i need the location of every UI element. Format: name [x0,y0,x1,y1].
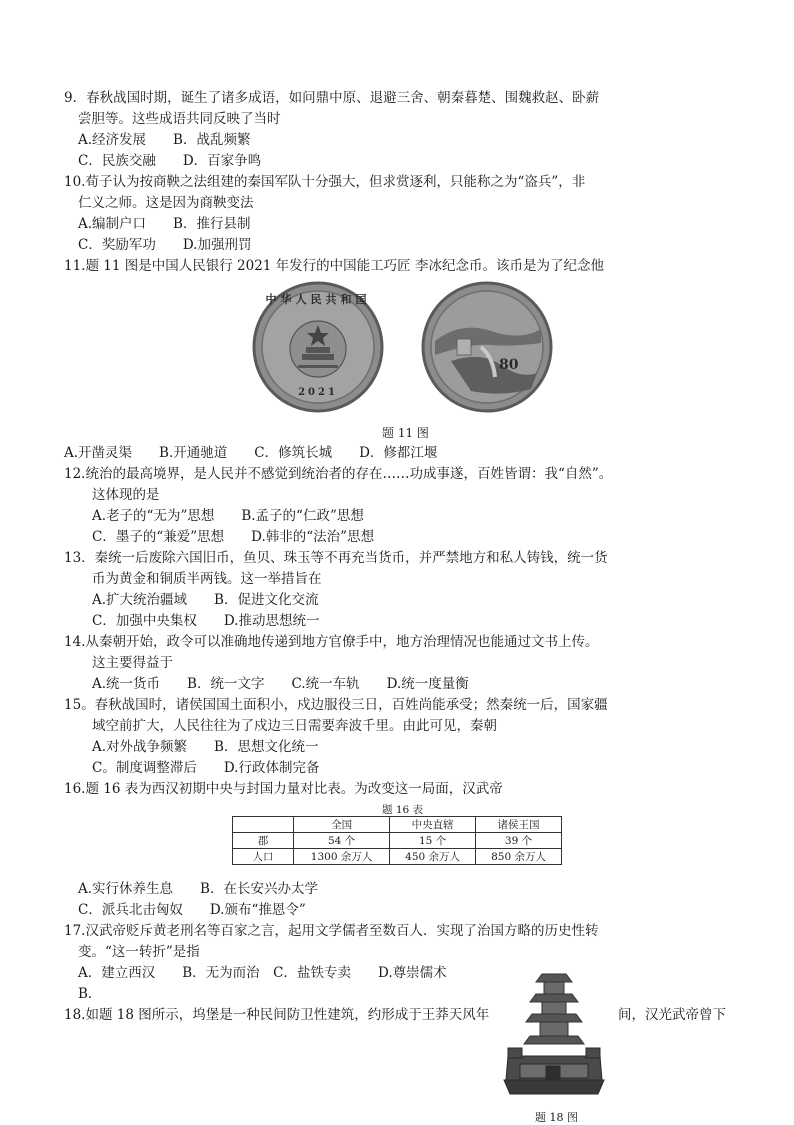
wubao-fort-image [502,968,606,1102]
q14-stem-line2: 这主要得益于 [92,655,173,671]
q12-options-ab: A.老子的“无为”思想 B.孟子的“仁政”思想 [92,508,364,524]
q16-options-cd: C．派兵北击匈奴 D.颁布“推恩令” [78,902,306,918]
q18-stem-right: 间，汉光武帝曾下 [618,1007,726,1023]
table-header-cell: 中央直辖 [390,817,476,833]
q10-stem-line1: 10.荀子认为按商鞅之法组建的秦国军队十分强大，但求赏逐利，只能称之为“盗兵”，非 [64,174,586,190]
table-cell: 人口 [233,849,294,865]
q12-stem-line2: 这体现的是 [92,487,160,503]
q14-stem-line1: 14.从秦朝开始，政令可以准确地传递到地方官僚手中，地方治理情况也能通过文书上传。 [64,634,599,650]
fort-wall-icon [504,1048,604,1094]
coin-front-image [252,281,384,413]
q11-options: A.开凿灵渠 B.开通驰道 C．修筑长城 D．修都江堰 [64,445,438,461]
coin-year: 2021 [298,387,338,398]
table-cell: 850 余万人 [476,849,562,865]
national-emblem-icon [290,321,346,377]
q13-options-cd: C．加强中央集权 D.推动思想统一 [92,613,320,629]
table-cell: 39 个 [476,833,562,849]
figure-11-caption: 题 11 图 [382,426,429,440]
q10-options-cd: C．奖励军功 D.加强刑罚 [78,237,252,253]
q9-stem-line1: 9．春秋战国时期，诞生了诸多成语，如问鼎中原、退避三舍、朝秦暮楚、围魏救赵、卧薪 [64,90,600,106]
table-cell: 1300 余万人 [294,849,390,865]
q13-stem-line2: 币为黄金和铜质半两钱。这一举措旨在 [92,571,322,587]
q13-stem-line1: 13．秦统一后废除六国旧币，鱼贝、珠玉等不再充当货币，并严禁地方和私人铸钱，统一货 [64,550,608,566]
table-cell: 15 个 [390,833,476,849]
coin-denomination: 80 [499,357,519,373]
figure-18-caption: 题 18 图 [535,1111,578,1124]
q9-options-cd: C．民族交融 D．百家争鸣 [78,153,262,169]
table-row [233,833,562,849]
table-cell: 450 余万人 [390,849,476,865]
q16-options-ab: A.实行休养生息 B．在长安兴办太学 [78,881,318,897]
q12-stem-line1: 12.统治的最高境界，是人民并不感觉到统治者的存在……功成事遂，百姓皆谓：我“自然”。 [64,466,613,482]
q17-extra-option: B． [78,986,102,1002]
watchtower-icon [524,974,584,1044]
q17-stem-line1: 17.汉武帝贬斥黄老刑名等百家之言，起用文学儒者至数百人．实现了治国方略的历史性转 [64,923,599,939]
q12-options-cd: C．墨子的“兼爱”思想 D.韩非的“法治”思想 [92,529,375,545]
q17-stem-line2: 变。“这一转折”是指 [78,944,200,960]
table-cell: 54 个 [294,833,390,849]
q15-options-cd: C。制度调整滞后 D.行政体制完备 [92,760,320,776]
q13-options-ab: A.扩大统治疆域 B．促进文化交流 [92,592,319,608]
q15-stem-line2: 域空前扩大，人民往往为了戍边三日需要奔波千里。由此可见，秦朝 [92,718,497,734]
q15-stem-line1: 15。春秋战国时，诸侯国国土面积小，戍边服役三日，百姓尚能承受；然秦统一后，国家疆 [64,697,608,713]
table-header-cell: 全国 [294,817,390,833]
table-16-caption: 题 16 表 [382,804,424,816]
table-16 [232,816,562,865]
table-row [233,849,562,865]
table-header-cell [233,817,294,833]
q10-stem-line2: 仁义之师。这是因为商鞅变法 [78,195,254,211]
table-row [233,817,562,833]
q18-stem-left: 18.如题 18 图所示，坞堡是一种民间防卫性建筑，约形成于王莽天风年 [64,1007,490,1023]
q15-options-ab: A.对外战争频繁 B．思想文化统一 [92,739,319,755]
table-header-cell: 诸侯王国 [476,817,562,833]
q9-options-ab: A.经济发展 B．战乱频繁 [78,132,251,148]
q16-stem: 16.题 16 表为西汉初期中央与封国力量对比表。为改变这一局面，汉武帝 [64,781,503,797]
coin-back-image [421,281,553,413]
q17-options: A．建立西汉 B．无为而治 C．盐铁专卖 D.尊崇儒术 [78,965,447,981]
coin-front-inscription: 中华人民共和国 [265,293,371,306]
q9-stem-line2: 尝胆等。这些成语共同反映了当时 [78,111,281,127]
q10-options-ab: A.编制户口 B．推行县制 [78,216,251,232]
q14-options: A.统一货币 B．统一文字 C.统一车轨 D.统一度量衡 [92,676,469,692]
table-cell: 郡 [233,833,294,849]
q11-stem: 11.题 11 图是中国人民银行 2021 年发行的中国能工巧匠 李冰纪念币。该币是为了纪念他 [64,258,604,274]
